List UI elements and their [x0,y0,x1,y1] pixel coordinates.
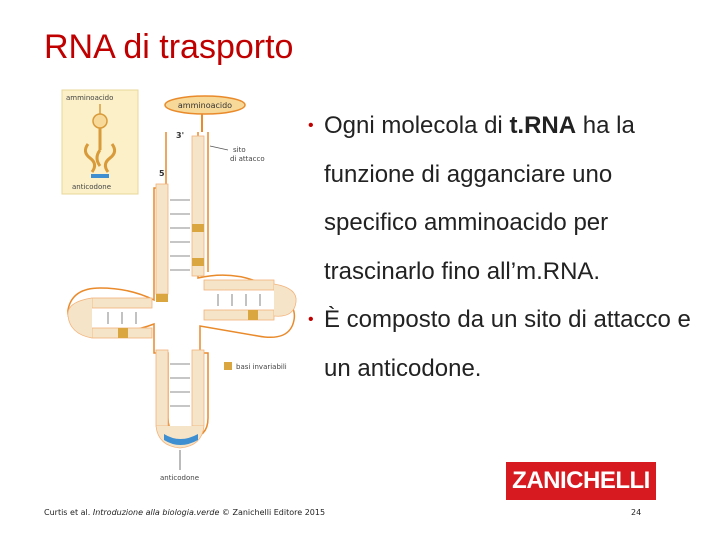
bullet-icon: • [308,311,314,328]
amino-oval-label: amminoacido [177,101,233,110]
anticodon-label: anticodone [160,474,200,482]
trna-figure [58,88,308,488]
bullet-item [302,296,702,393]
bullet-item [302,102,702,296]
legend-label: basi invariabili [236,363,287,371]
amino-acid-oval [165,96,245,114]
inset-anticodon-label: anticodone [72,183,112,191]
trna-inset [62,90,138,194]
bullet-icon: • [308,117,314,134]
left-arm-bases [68,298,152,338]
acceptor-stem-bases [156,136,204,294]
site-label-line2: di attacco [230,155,265,163]
bullet-text-post: ha la funzione di agganciare uno specifico amminoacido per trascinarlo fino all’m.RNA. [324,112,635,285]
citation-publisher: © Zanichelli Editore 2015 [219,508,326,517]
anticodon-stem-bases [156,350,204,448]
slide-title: RNA di trasporto [44,28,294,66]
bullet-text-pre: Ogni molecola di [324,112,510,139]
trna-diagram [58,88,308,488]
legend-swatch [224,362,232,370]
bullet-list [302,102,702,393]
bullet-text-pre: È composto da un sito di attacco e un anticodone. [324,306,691,382]
citation-authors: Curtis et al. [44,508,93,517]
three-prime-label: 3' [176,131,185,140]
citation-book: Introduzione alla biologia.verde [92,508,220,517]
citation [44,508,325,517]
zanichelli-logo: ZANICHELLI [506,462,656,500]
bullet-text-bold: t.RNA [509,112,577,139]
site-label-line1: sito [233,146,246,154]
page-number: 24 [631,508,642,517]
inset-amino-label: amminoacido [66,94,114,102]
five-prime-label: 5' [159,169,168,178]
